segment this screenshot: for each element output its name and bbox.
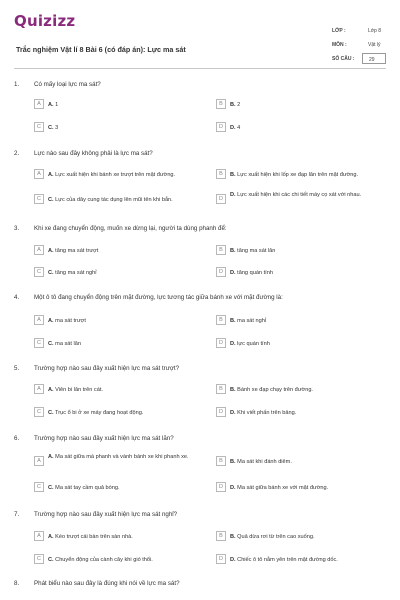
option-box: D xyxy=(216,267,226,277)
option-content xyxy=(48,386,198,394)
worksheet-title: Trắc nghiệm Vật lí 8 Bài 6 (có đáp án): Lực ma sát xyxy=(16,45,186,54)
option-content xyxy=(48,171,198,179)
option-text: ma sát lăn xyxy=(55,341,81,347)
option-content xyxy=(48,340,198,348)
option-text: ma sát trượt xyxy=(55,318,86,324)
option-text: lực quán tính xyxy=(237,341,270,347)
option-text: 1 xyxy=(55,102,59,108)
option-box: D xyxy=(216,554,226,564)
option-content xyxy=(48,453,198,461)
option-box: D xyxy=(216,194,226,204)
option-text: 4 xyxy=(237,125,241,131)
question-number: 7. xyxy=(14,511,20,518)
option-letter: D. xyxy=(230,125,236,131)
info-row-question-count xyxy=(332,54,386,68)
question-text: Một ô tô đang chuyển động trên mặt đường, lực tương tác giữa bánh xe với mặt đường là: xyxy=(34,294,283,301)
option-content xyxy=(230,317,380,325)
option-text: 2 xyxy=(237,102,241,108)
info-label: SỐ CÂU : xyxy=(332,56,355,62)
option-content xyxy=(230,484,380,492)
option-text: Lực xuất hiện khi các chi tiết máy cọ xát với nhau. xyxy=(237,192,362,198)
option-content xyxy=(48,556,198,564)
question-number: 8. xyxy=(14,580,20,587)
worksheet-info xyxy=(332,26,386,68)
option-letter: A. xyxy=(48,387,54,393)
option-content xyxy=(48,409,198,417)
option-letter: B. xyxy=(230,102,236,108)
option-box: B xyxy=(216,315,226,325)
question-text: Khi xe đang chuyển động, muốn xe dừng lại, người ta dùng phanh để: xyxy=(34,225,227,232)
option-text: Chiếc ô tô nằm yên trên mặt đường dốc. xyxy=(237,557,338,563)
option-letter: C. xyxy=(48,197,54,203)
option-box: A xyxy=(34,531,44,541)
header-divider xyxy=(14,68,386,69)
option-letter: A. xyxy=(48,534,54,540)
question-number: 1. xyxy=(14,81,20,88)
option-text: Bánh xe đạp chạy trên đường. xyxy=(237,387,313,393)
question-number: 2. xyxy=(14,150,20,157)
info-value: 29 xyxy=(369,57,375,63)
option-letter: B. xyxy=(230,318,236,324)
option-box: A xyxy=(34,245,44,255)
option-box: C xyxy=(34,482,44,492)
option-content xyxy=(48,484,198,492)
option-content xyxy=(48,101,198,109)
option-letter: A. xyxy=(48,248,54,254)
option-text: Ma sát khi đánh diêm. xyxy=(237,459,292,465)
option-text: Ma sát tay cầm quả bóng. xyxy=(55,485,120,491)
option-letter: D. xyxy=(230,341,236,347)
option-content xyxy=(230,458,380,466)
option-content xyxy=(230,124,380,132)
option-content xyxy=(48,269,198,277)
option-letter: A. xyxy=(48,102,54,108)
question-text: Trường hợp nào sau đây xuất hiện lực ma sát trượt? xyxy=(34,365,180,372)
option-box: A xyxy=(34,384,44,394)
option-box: B xyxy=(216,456,226,466)
option-letter: B. xyxy=(230,534,236,540)
info-row-subject xyxy=(332,40,386,54)
question-text: Phát biểu nào sau đây là đúng khi nói về lực ma sát? xyxy=(34,580,180,587)
option-content xyxy=(48,196,198,204)
option-letter: C. xyxy=(48,410,54,416)
option-box: D xyxy=(216,407,226,417)
option-box: A xyxy=(34,169,44,179)
option-letter: B. xyxy=(230,459,236,465)
option-box: D xyxy=(216,338,226,348)
question-text: Có mấy loại lực ma sát? xyxy=(34,81,101,88)
option-content xyxy=(230,556,380,564)
option-content xyxy=(230,191,380,199)
question-number: 3. xyxy=(14,225,20,232)
option-content xyxy=(48,247,198,255)
option-letter: C. xyxy=(48,125,54,131)
option-letter: B. xyxy=(230,172,236,178)
option-letter: B. xyxy=(230,387,236,393)
option-content xyxy=(230,171,380,179)
info-label: MÔN : xyxy=(332,42,347,48)
option-box: B xyxy=(216,531,226,541)
option-text: Kéo trượt cái bàn trên sàn nhà. xyxy=(55,534,133,540)
option-letter: D. xyxy=(230,485,236,491)
option-letter: D. xyxy=(230,270,236,276)
option-text: 3 xyxy=(55,125,59,131)
option-box: B xyxy=(216,169,226,179)
option-box: C xyxy=(34,194,44,204)
option-text: Lực xuất hiện khi lốp xe đạp lăn trên mặt đường. xyxy=(237,172,359,178)
option-content xyxy=(230,340,380,348)
info-value: Vật lý xyxy=(368,42,381,48)
option-text: ma sát nghỉ xyxy=(237,318,267,324)
option-text: Lực xuất hiện khi bánh xe trượt trên mặt đường. xyxy=(55,172,176,178)
option-content xyxy=(48,533,198,541)
option-text: Quả dừa rơi từ trên cao xuống. xyxy=(237,534,315,540)
option-text: Khi viết phấn trên bảng. xyxy=(237,410,297,416)
option-box: A xyxy=(34,99,44,109)
option-box: A xyxy=(34,456,44,466)
option-box: C xyxy=(34,122,44,132)
option-letter: A. xyxy=(48,318,54,324)
option-content xyxy=(48,317,198,325)
option-box: B xyxy=(216,245,226,255)
option-text: Chuyển động của cành cây khi gió thổi. xyxy=(55,557,153,563)
option-text: Viên bi lăn trên cát. xyxy=(55,387,103,393)
option-letter: C. xyxy=(48,557,54,563)
option-text: Ma sát giữa má phanh và vành bánh xe khi phanh xe. xyxy=(55,454,189,460)
option-letter: D. xyxy=(230,410,236,416)
option-content xyxy=(230,533,380,541)
option-letter: C. xyxy=(48,485,54,491)
option-letter: A. xyxy=(48,454,54,460)
question-text: Trường hợp nào sau đây xuất hiện lực ma sát nghỉ? xyxy=(34,511,178,518)
option-text: tăng quán tính xyxy=(237,270,273,276)
option-text: Ma sát giữa bánh xe với mặt đường. xyxy=(237,485,329,491)
question-count-box xyxy=(362,53,386,64)
question-text: Trường hợp nào sau đây xuất hiện lực ma sát lăn? xyxy=(34,435,174,442)
worksheet-header xyxy=(14,12,386,67)
quizizz-logo: Quizizz xyxy=(14,12,76,30)
option-box: A xyxy=(34,315,44,325)
option-content xyxy=(230,386,380,394)
option-text: Lực của dây cung tác dụng lên mũi tên khi bắn. xyxy=(55,197,173,203)
option-letter: B. xyxy=(230,248,236,254)
option-content xyxy=(230,247,380,255)
option-box: D xyxy=(216,122,226,132)
option-box: C xyxy=(34,554,44,564)
option-content xyxy=(230,101,380,109)
info-label: LỚP : xyxy=(332,28,346,34)
option-letter: A. xyxy=(48,172,54,178)
info-row-grade xyxy=(332,26,386,40)
option-text: tăng ma sát lăn xyxy=(237,248,276,254)
info-value: Lớp 8 xyxy=(368,28,382,34)
option-text: tăng ma sát nghỉ xyxy=(55,270,97,276)
question-number: 4. xyxy=(14,294,20,301)
option-box: C xyxy=(34,407,44,417)
option-text: Trục ổ bi ở xe máy đang hoạt động. xyxy=(55,410,144,416)
option-text: tăng ma sát trượt xyxy=(55,248,99,254)
option-letter: D. xyxy=(230,557,236,563)
option-box: C xyxy=(34,267,44,277)
option-box: B xyxy=(216,384,226,394)
option-content xyxy=(48,124,198,132)
option-box: D xyxy=(216,482,226,492)
option-letter: D. xyxy=(230,192,236,198)
option-box: B xyxy=(216,99,226,109)
option-letter: C. xyxy=(48,270,54,276)
option-content xyxy=(230,409,380,417)
option-content xyxy=(230,269,380,277)
question-number: 5. xyxy=(14,365,20,372)
option-box: C xyxy=(34,338,44,348)
question-text: Lực nào sau đây không phải là lực ma sát? xyxy=(34,150,153,157)
question-number: 6. xyxy=(14,435,20,442)
option-letter: C. xyxy=(48,341,54,347)
